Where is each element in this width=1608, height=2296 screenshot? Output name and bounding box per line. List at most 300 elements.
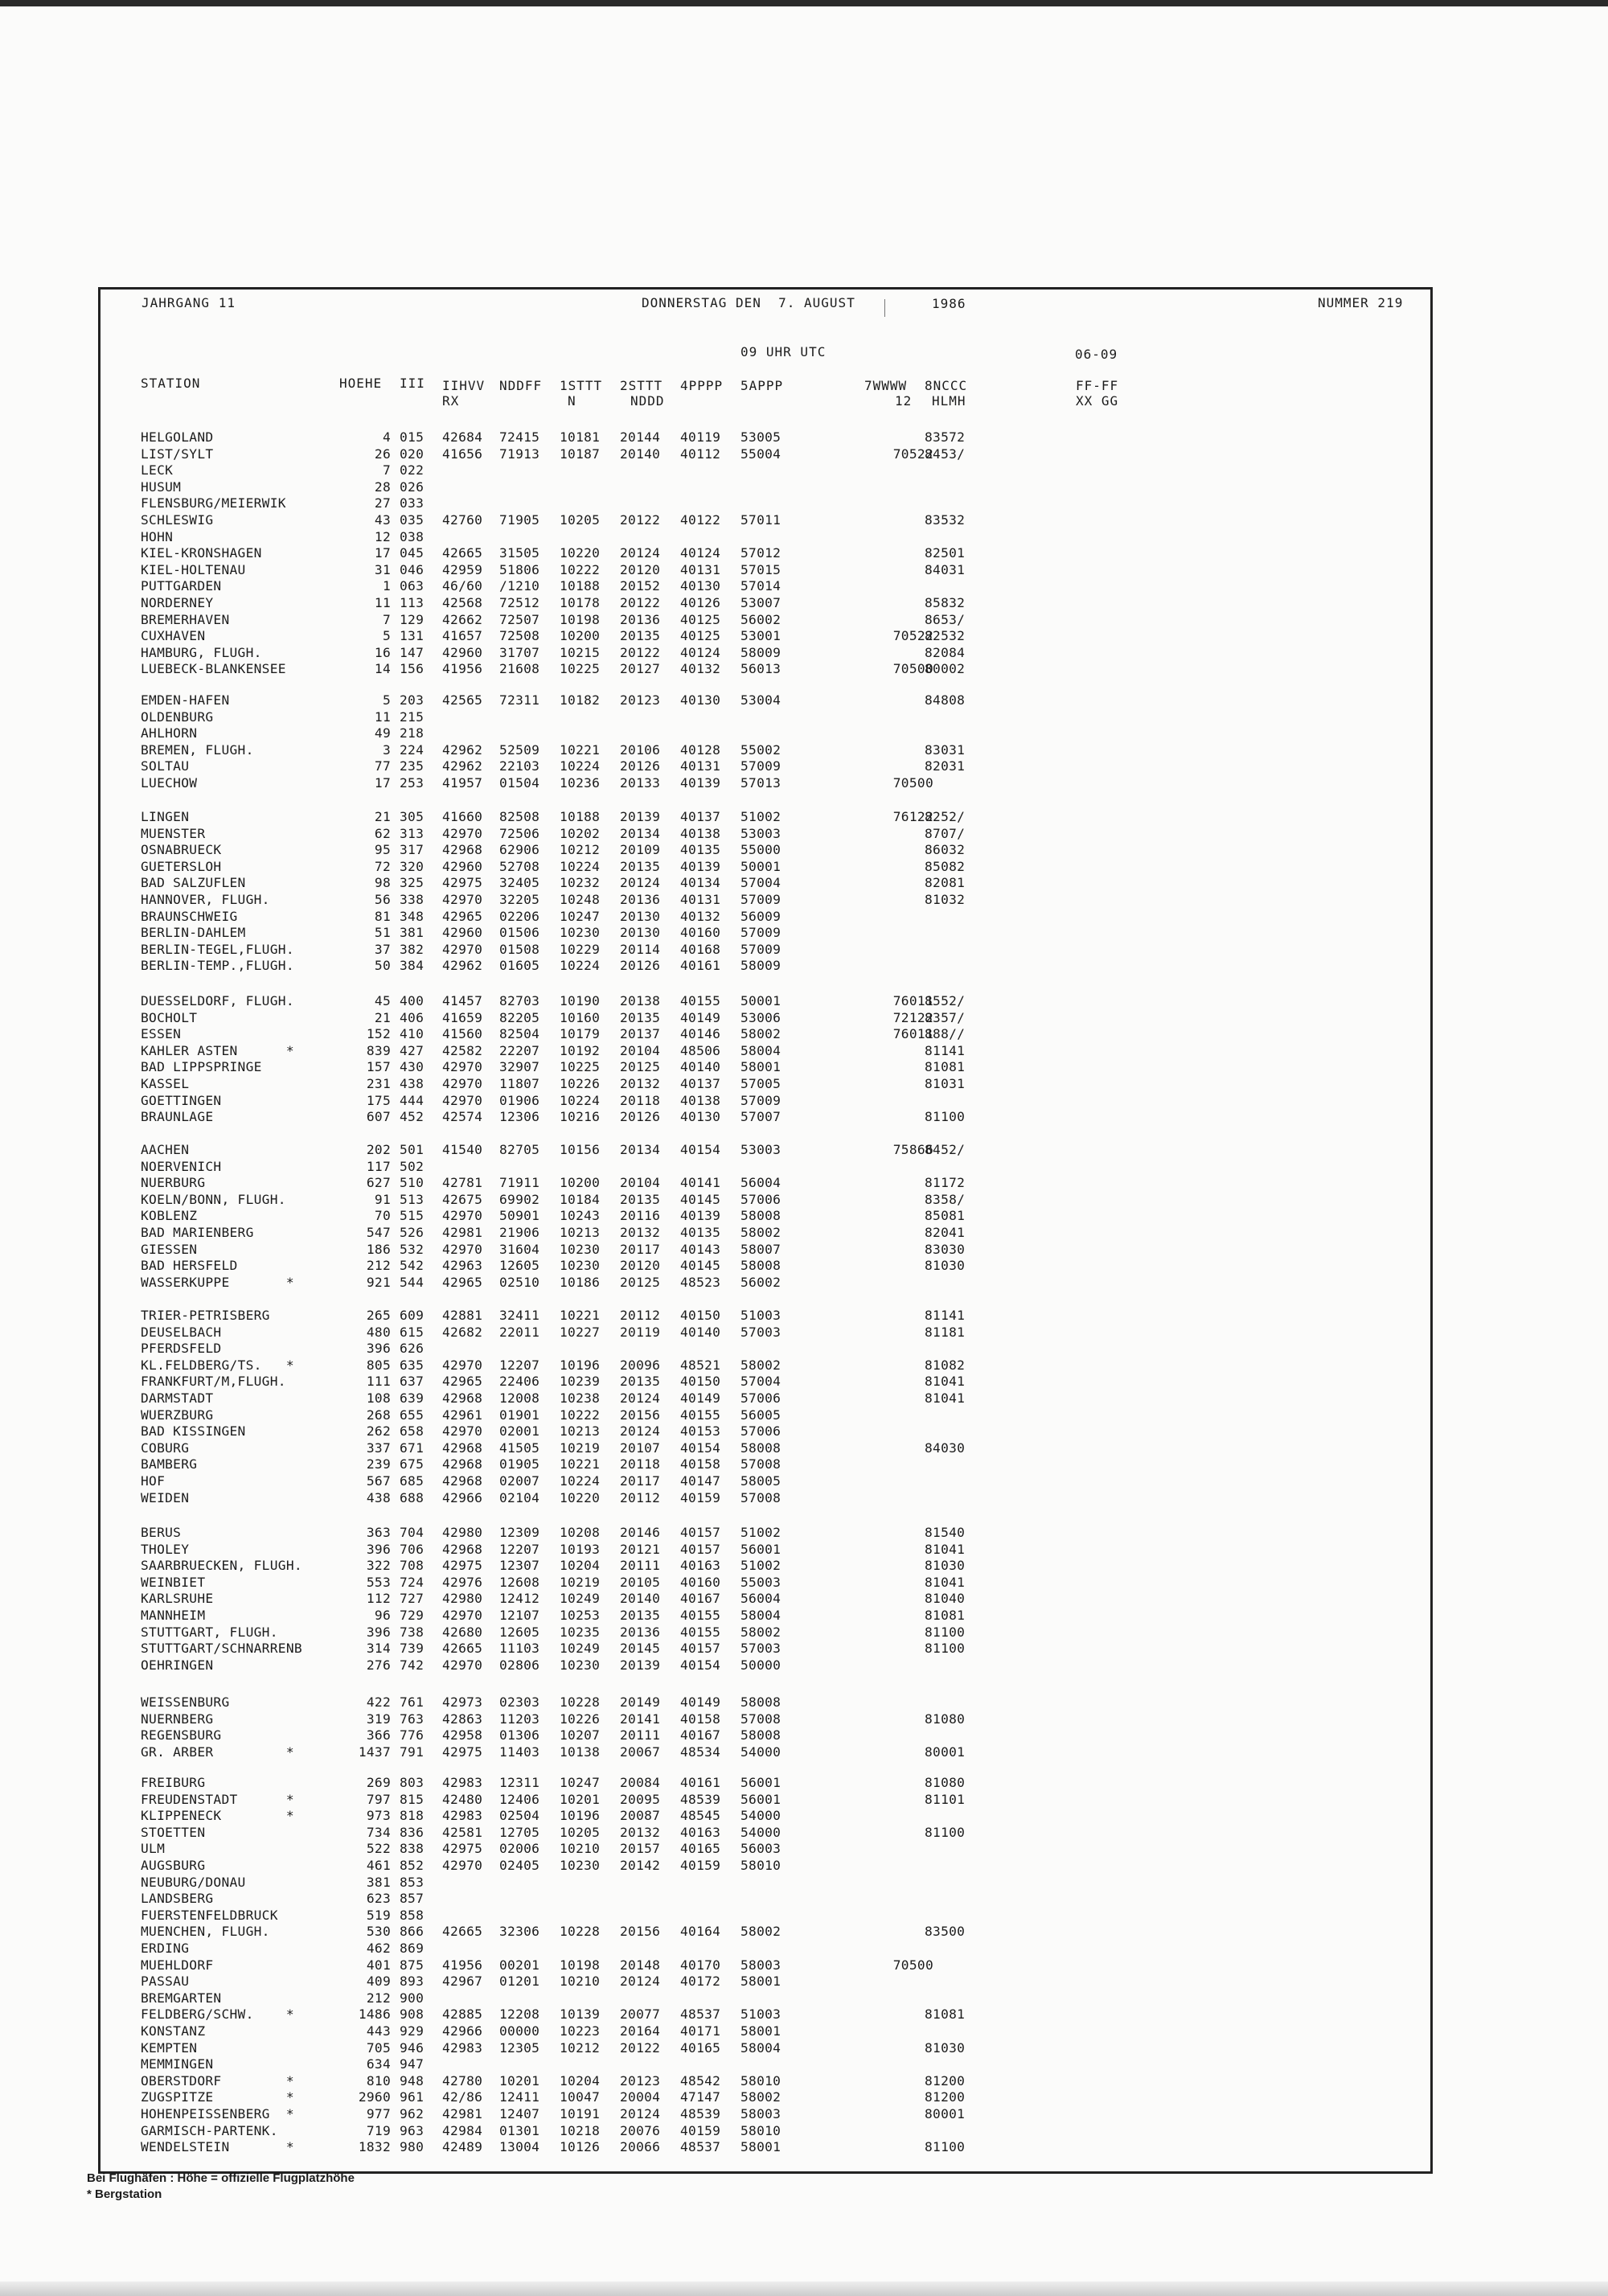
cell-iii: 803 <box>400 1775 425 1790</box>
cell-iii: 838 <box>400 1841 425 1857</box>
cell-hoehe: 81 <box>374 908 391 924</box>
cell-hoehe: 607 <box>366 1109 391 1125</box>
cell-station: BAMBERG <box>141 1456 198 1472</box>
cell-c1: 42665 <box>442 1641 483 1657</box>
cell-station: KOBLENZ <box>141 1208 198 1224</box>
cell-c1: 41659 <box>442 1009 483 1025</box>
cell-c2: 02001 <box>499 1423 540 1440</box>
cell-c2: 32306 <box>499 1924 540 1940</box>
cell-c8: 85832 <box>925 595 966 610</box>
cell-c4: 20067 <box>620 1744 661 1760</box>
period-label: 06-09 <box>1075 347 1118 362</box>
cell-c2: 51806 <box>499 561 540 577</box>
cell-hoehe: 37 <box>374 941 391 957</box>
cell-c2: 22103 <box>499 758 540 774</box>
cell-iii: 739 <box>400 1641 425 1657</box>
cell-c2: 01905 <box>499 1456 540 1472</box>
cell-c3: 10204 <box>560 2072 601 2089</box>
cell-hoehe: 262 <box>366 1423 391 1440</box>
cell-c6: 55003 <box>740 1574 781 1590</box>
cell-c8: 81101 <box>925 1791 966 1807</box>
cell-c8: 85081 <box>925 1208 966 1224</box>
cell-c2: 02206 <box>499 908 540 924</box>
cell-c4: 20117 <box>620 1473 661 1489</box>
cell-c1: 41656 <box>442 446 483 462</box>
cell-c5: 40154 <box>680 1142 721 1157</box>
cell-c1: 42970 <box>442 825 483 841</box>
cell-station: DARMSTADT <box>141 1390 214 1406</box>
cell-iii: 658 <box>400 1423 425 1440</box>
cell-c8: 82041 <box>925 1225 966 1240</box>
cell-station: BAD LIPPSPRINGE <box>141 1059 262 1075</box>
cell-c2: 01605 <box>499 958 540 974</box>
cell-c8: 81100 <box>925 1624 966 1640</box>
cell-station: EMDEN-HAFEN <box>141 692 230 708</box>
cell-station: REGENSBURG <box>141 1727 222 1744</box>
cell-c5: 48539 <box>680 1791 721 1807</box>
cell-c3: 10253 <box>560 1608 601 1623</box>
cell-c5: 40126 <box>680 595 721 610</box>
cell-c8: 81030 <box>925 2039 966 2056</box>
cell-station: OSNABRUECK <box>141 842 222 858</box>
cell-station: MEMMINGEN <box>141 2056 214 2072</box>
cell-station: HAMBURG, FLUGH. <box>141 644 262 660</box>
cell-c1: 42958 <box>442 1727 483 1744</box>
cell-c5: 40124 <box>680 545 721 561</box>
cell-c1: 41457 <box>442 993 483 1008</box>
cell-c2: 72507 <box>499 611 540 627</box>
cell-c3: 10230 <box>560 1241 601 1257</box>
cell-iii: 510 <box>400 1175 425 1191</box>
cell-c4: 20122 <box>620 644 661 660</box>
cell-c1: 42965 <box>442 1274 483 1290</box>
cell-c3: 10243 <box>560 1208 601 1224</box>
cell-station: LIST/SYLT <box>141 446 214 462</box>
cell-c8: 8453/ <box>925 446 966 462</box>
cell-c4: 20125 <box>620 1059 661 1075</box>
cell-iii: 815 <box>400 1791 425 1807</box>
cell-c5: 40139 <box>680 775 721 791</box>
cell-c5: 40131 <box>680 758 721 774</box>
cell-c2: 72512 <box>499 595 540 610</box>
cell-station: HOHN <box>141 528 174 544</box>
cell-hoehe: 1486 <box>358 2006 391 2023</box>
cell-c4: 20126 <box>620 758 661 774</box>
cell-hoehe: 396 <box>366 1341 391 1357</box>
cell-iii: 038 <box>400 528 425 544</box>
cell-iii: 020 <box>400 446 425 462</box>
cell-c1: 42968 <box>442 842 483 858</box>
cell-c3: 10238 <box>560 1390 601 1406</box>
cell-c3: 10047 <box>560 2089 601 2105</box>
cell-c2: 72506 <box>499 825 540 841</box>
cell-c5: 40141 <box>680 1175 721 1191</box>
cell-c5: 40128 <box>680 741 721 758</box>
cell-c2: 21906 <box>499 1225 540 1240</box>
cell-c4: 20124 <box>620 1423 661 1440</box>
cell-station: NUERBURG <box>141 1175 206 1191</box>
cell-c4: 20104 <box>620 1175 661 1191</box>
cell-c4: 20077 <box>620 2006 661 2023</box>
cell-station: KAHLER ASTEN * <box>141 1042 294 1058</box>
cell-c4: 20004 <box>620 2089 661 2105</box>
cell-iii: 305 <box>400 809 425 824</box>
cell-c5: 40158 <box>680 1711 721 1727</box>
cell-station: SAARBRUECKEN, FLUGH. <box>141 1558 302 1574</box>
cell-c5: 40161 <box>680 958 721 974</box>
cell-c4: 20111 <box>620 1727 661 1744</box>
cell-c5: 40130 <box>680 578 721 594</box>
cell-hoehe: 269 <box>366 1775 391 1790</box>
cell-station: BAD MARIENBERG <box>141 1225 254 1240</box>
cell-c3: 10220 <box>560 1489 601 1505</box>
cell-c8: 81141 <box>925 1042 966 1058</box>
cell-c5: 40157 <box>680 1525 721 1540</box>
col-2sttt: 2STTT <box>620 378 663 393</box>
cell-hoehe: 95 <box>374 842 391 858</box>
cell-c4: 20105 <box>620 1574 661 1590</box>
cell-c6: 58008 <box>740 1694 781 1710</box>
cell-c2: 72508 <box>499 628 540 644</box>
cell-c8: 81080 <box>925 1775 966 1790</box>
cell-c3: 10221 <box>560 1456 601 1472</box>
cell-c3: 10188 <box>560 578 601 594</box>
cell-c1: 42489 <box>442 2139 483 2155</box>
cell-iii: 980 <box>400 2139 425 2155</box>
cell-station: THOLEY <box>141 1541 190 1557</box>
cell-iii: 866 <box>400 1924 425 1940</box>
cell-iii: 708 <box>400 1558 425 1574</box>
cell-c5: 40130 <box>680 692 721 708</box>
cell-c4: 20127 <box>620 661 661 677</box>
cell-c5: 40150 <box>680 1308 721 1323</box>
cell-c7: 70500 <box>892 775 933 791</box>
cell-c4: 20138 <box>620 993 661 1008</box>
cell-c1: 42965 <box>442 1374 483 1390</box>
cell-c6: 58009 <box>740 644 781 660</box>
cell-hoehe: 314 <box>366 1641 391 1657</box>
cell-c4: 20124 <box>620 1390 661 1406</box>
cell-c4: 20152 <box>620 578 661 594</box>
cell-c2: 12411 <box>499 2089 540 2105</box>
cell-c6: 58010 <box>740 1858 781 1873</box>
cell-iii: 929 <box>400 2023 425 2039</box>
cell-c5: 40147 <box>680 1473 721 1489</box>
cell-c5: 48534 <box>680 1744 721 1760</box>
cell-hoehe: 1832 <box>358 2139 391 2155</box>
cell-c5: 40155 <box>680 1407 721 1423</box>
cell-hoehe: 734 <box>366 1824 391 1840</box>
cell-c1: 42960 <box>442 925 483 941</box>
cell-hoehe: 553 <box>366 1574 391 1590</box>
cell-c6: 54000 <box>740 1824 781 1840</box>
cell-c6: 50000 <box>740 1657 781 1673</box>
cell-c6: 58001 <box>740 1059 781 1075</box>
cell-c1: 42970 <box>442 941 483 957</box>
cell-c5: 40132 <box>680 908 721 924</box>
cell-station: NUERNBERG <box>141 1711 214 1727</box>
cell-c8: 80001 <box>925 2106 966 2121</box>
cell-c8: 81200 <box>925 2072 966 2089</box>
cell-iii: 129 <box>400 611 425 627</box>
cell-c4: 20144 <box>620 429 661 445</box>
cell-c3: 10198 <box>560 1957 601 1973</box>
cell-c4: 20141 <box>620 1711 661 1727</box>
cell-hoehe: 401 <box>366 1957 391 1973</box>
cell-hoehe: 212 <box>366 1258 391 1274</box>
cell-c1: 42975 <box>442 1558 483 1574</box>
cell-c4: 20148 <box>620 1957 661 1973</box>
cell-c3: 10216 <box>560 1109 601 1125</box>
cell-iii: 685 <box>400 1473 425 1489</box>
cell-c1: 42970 <box>442 1858 483 1873</box>
cell-c3: 10249 <box>560 1591 601 1607</box>
cell-c2: 32411 <box>499 1308 540 1323</box>
cell-c4: 20111 <box>620 1558 661 1574</box>
cell-c2: 22406 <box>499 1374 540 1390</box>
cell-c6: 57003 <box>740 1324 781 1340</box>
cell-hoehe: 77 <box>374 758 391 774</box>
cell-c6: 51002 <box>740 1525 781 1540</box>
cell-c8: 81081 <box>925 1059 966 1075</box>
cell-c3: 10248 <box>560 892 601 907</box>
cell-hoehe: 49 <box>374 725 391 741</box>
cell-c6: 51003 <box>740 1308 781 1323</box>
cell-iii: 542 <box>400 1258 425 1274</box>
cell-iii: 742 <box>400 1657 425 1673</box>
cell-iii: 706 <box>400 1541 425 1557</box>
cell-c4: 20114 <box>620 941 661 957</box>
cell-c2: 02405 <box>499 1858 540 1873</box>
cell-c3: 10247 <box>560 1775 601 1790</box>
cell-c8: 82084 <box>925 644 966 660</box>
cell-hoehe: 921 <box>366 1274 391 1290</box>
cell-station: STUTTGART, FLUGH. <box>141 1624 278 1640</box>
cell-hoehe: 276 <box>366 1657 391 1673</box>
col-12: 12 <box>895 393 913 409</box>
cell-c8: 82031 <box>925 758 966 774</box>
cell-c8: 81081 <box>925 1608 966 1623</box>
cell-iii: 947 <box>400 2056 425 2072</box>
cell-c1: 46/60 <box>442 578 483 594</box>
cell-c3: 10215 <box>560 644 601 660</box>
cell-iii: 513 <box>400 1191 425 1207</box>
cell-c5: 40125 <box>680 628 721 644</box>
cell-c8: 81031 <box>925 1076 966 1091</box>
cell-c3: 10204 <box>560 1558 601 1574</box>
cell-c4: 20112 <box>620 1308 661 1323</box>
cell-station: MUEHLDORF <box>141 1957 214 1973</box>
cell-hoehe: 17 <box>374 545 391 561</box>
cell-station: DEUSELBACH <box>141 1324 222 1340</box>
cell-hoehe: 530 <box>366 1924 391 1940</box>
cell-c8: 81080 <box>925 1711 966 1727</box>
cell-hoehe: 422 <box>366 1694 391 1710</box>
cell-hoehe: 634 <box>366 2056 391 2072</box>
cell-station: NORDERNEY <box>141 595 214 610</box>
cell-station: BERLIN-DAHLEM <box>141 925 246 941</box>
cell-iii: 400 <box>400 993 425 1008</box>
cell-iii: 704 <box>400 1525 425 1540</box>
cell-c3: 10226 <box>560 1711 601 1727</box>
cell-c4: 20116 <box>620 1208 661 1224</box>
cell-c5: 40131 <box>680 561 721 577</box>
cell-c1: 42965 <box>442 908 483 924</box>
cell-c3: 10200 <box>560 628 601 644</box>
cell-hoehe: 12 <box>374 528 391 544</box>
cell-station: WENDELSTEIN * <box>141 2139 294 2155</box>
cell-c1: 42665 <box>442 545 483 561</box>
cell-c4: 20095 <box>620 1791 661 1807</box>
cell-station: BAD SALZUFLEN <box>141 875 246 891</box>
cell-hoehe: 31 <box>374 561 391 577</box>
cell-c1: 41540 <box>442 1142 483 1157</box>
cell-station: LUECHOW <box>141 775 198 791</box>
cell-c5: 40165 <box>680 2039 721 2056</box>
cell-c1: 42/86 <box>442 2089 483 2105</box>
cell-iii: 317 <box>400 842 425 858</box>
cell-station: FELDBERG/SCHW. * <box>141 2006 294 2023</box>
cell-c3: 10179 <box>560 1026 601 1042</box>
cell-c3: 10230 <box>560 925 601 941</box>
cell-c5: 40134 <box>680 875 721 891</box>
cell-c5: 40149 <box>680 1694 721 1710</box>
cell-station: NEUBURG/DONAU <box>141 1874 246 1890</box>
cell-c1: 41956 <box>442 1957 483 1973</box>
cell-c6: 57014 <box>740 578 781 594</box>
cell-c4: 20134 <box>620 1142 661 1157</box>
cell-iii: 147 <box>400 644 425 660</box>
cell-c4: 20146 <box>620 1525 661 1540</box>
col-8nccc: 8NCCC <box>925 378 968 393</box>
cell-iii: 218 <box>400 725 425 741</box>
cell-c3: 10210 <box>560 1974 601 1990</box>
cell-c6: 53004 <box>740 692 781 708</box>
cell-hoehe: 810 <box>366 2072 391 2089</box>
cell-c5: 40159 <box>680 2122 721 2138</box>
col-4pppp: 4PPPP <box>680 378 724 393</box>
cell-c6: 58002 <box>740 1225 781 1240</box>
cell-c4: 20145 <box>620 1641 661 1657</box>
cell-c3: 10208 <box>560 1525 601 1540</box>
cell-iii: 338 <box>400 892 425 907</box>
cell-iii: 609 <box>400 1308 425 1323</box>
cell-iii: 427 <box>400 1042 425 1058</box>
cell-hoehe: 805 <box>366 1357 391 1373</box>
cell-c8: 82532 <box>925 628 966 644</box>
cell-c3: 10228 <box>560 1694 601 1710</box>
col-iihvv: IIHVV <box>442 378 486 393</box>
cell-c5: 40153 <box>680 1423 721 1440</box>
cell-c5: 40159 <box>680 1489 721 1505</box>
cell-c6: 57006 <box>740 1423 781 1440</box>
cell-iii: 131 <box>400 628 425 644</box>
cell-hoehe: 363 <box>366 1525 391 1540</box>
cell-c7: 72122 <box>892 1009 933 1025</box>
cell-c1: 42970 <box>442 1357 483 1373</box>
cell-c3: 10188 <box>560 809 601 824</box>
cell-c3: 10222 <box>560 1407 601 1423</box>
cell-c6: 57008 <box>740 1456 781 1472</box>
cell-c1: 42962 <box>442 758 483 774</box>
cell-station: GUETERSLOH <box>141 858 222 874</box>
cell-iii: 253 <box>400 775 425 791</box>
cell-c8: 8653/ <box>925 611 966 627</box>
cell-c5: 40122 <box>680 512 721 528</box>
cell-hoehe: 268 <box>366 1407 391 1423</box>
cell-station: HELGOLAND <box>141 429 214 445</box>
cell-c3: 10224 <box>560 758 601 774</box>
cell-c2: 12008 <box>499 1390 540 1406</box>
cell-c1: 42581 <box>442 1824 483 1840</box>
cell-c8: 81041 <box>925 1574 966 1590</box>
cell-c6: 57006 <box>740 1191 781 1207</box>
cell-c3: 10213 <box>560 1225 601 1240</box>
cell-c1: 42970 <box>442 1092 483 1108</box>
cell-c5: 40155 <box>680 1608 721 1623</box>
cell-c3: 10225 <box>560 1059 601 1075</box>
cell-iii: 046 <box>400 561 425 577</box>
cell-hoehe: 43 <box>374 512 391 528</box>
cell-c3: 10224 <box>560 1092 601 1108</box>
cell-iii: 063 <box>400 578 425 594</box>
cell-c6: 58008 <box>740 1258 781 1274</box>
cell-hoehe: 381 <box>366 1874 391 1890</box>
cell-c4: 20125 <box>620 1274 661 1290</box>
cell-c2: 12311 <box>499 1775 540 1790</box>
cell-c4: 20135 <box>620 858 661 874</box>
cell-station: BREMERHAVEN <box>141 611 230 627</box>
cell-c8: 81141 <box>925 1308 966 1323</box>
cell-c5: 48506 <box>680 1042 721 1058</box>
cell-c3: 10221 <box>560 1308 601 1323</box>
cell-hoehe: 152 <box>366 1026 391 1042</box>
cell-c3: 10224 <box>560 958 601 974</box>
cell-c2: 12208 <box>499 2006 540 2023</box>
cell-c5: 40132 <box>680 661 721 677</box>
cell-c1: 42984 <box>442 2122 483 2138</box>
cell-c2: 32405 <box>499 875 540 891</box>
cell-c2: 01508 <box>499 941 540 957</box>
cell-hoehe: 11 <box>374 709 391 725</box>
cell-c2: 12305 <box>499 2039 540 2056</box>
cell-c1: 42574 <box>442 1109 483 1125</box>
cell-c1: 42662 <box>442 611 483 627</box>
cell-c5: 40160 <box>680 1574 721 1590</box>
cell-c3: 10213 <box>560 1423 601 1440</box>
cell-c1: 42565 <box>442 692 483 708</box>
cell-iii: 410 <box>400 1026 425 1042</box>
cell-hoehe: 5 <box>382 628 391 644</box>
cell-c1: 42975 <box>442 1841 483 1857</box>
cell-hoehe: 322 <box>366 1558 391 1574</box>
cell-station: BERLIN-TEGEL,FLUGH. <box>141 941 294 957</box>
cell-hoehe: 705 <box>366 2039 391 2056</box>
cell-c4: 20130 <box>620 908 661 924</box>
cell-c2: 41505 <box>499 1440 540 1456</box>
cell-c8: 81181 <box>925 1324 966 1340</box>
cell-c3: 10192 <box>560 1042 601 1058</box>
cell-c1: 42968 <box>442 1541 483 1557</box>
cell-iii: 727 <box>400 1591 425 1607</box>
cell-hoehe: 480 <box>366 1324 391 1340</box>
cell-c3: 10190 <box>560 993 601 1008</box>
cell-c1: 42968 <box>442 1473 483 1489</box>
cell-hoehe: 973 <box>366 1808 391 1824</box>
cell-c6: 57009 <box>740 941 781 957</box>
cell-c1: 41957 <box>442 775 483 791</box>
cell-c4: 20076 <box>620 2122 661 2138</box>
